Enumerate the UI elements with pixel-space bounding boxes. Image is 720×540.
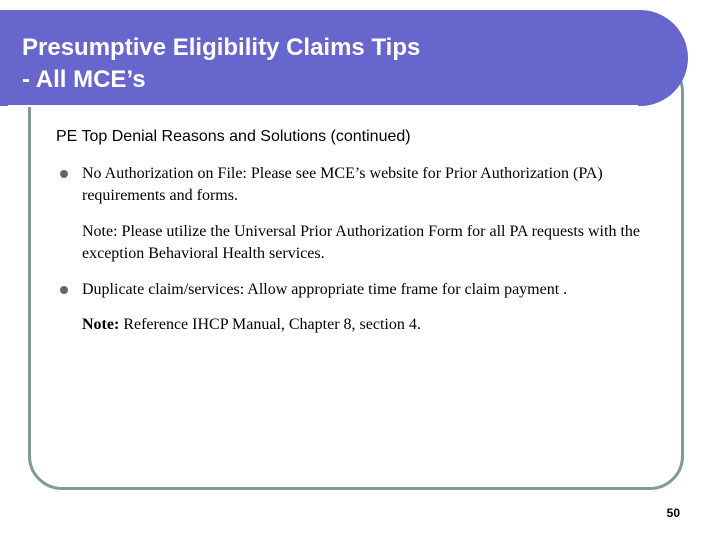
bullet-item-1: No Authorization on File: Please see MCE’s website for Prior Authorization (PA) requirements and forms. (82, 165, 603, 204)
title-line-1: Presumptive Eligibility Claims Tips (22, 34, 421, 61)
bullet-item-2: Duplicate claim/services: Allow appropriate time frame for claim payment . (82, 281, 568, 298)
bullet-dot-icon (60, 170, 68, 178)
page-number: 50 (666, 506, 680, 520)
slide-subtitle: PE Top Denial Reasons and Solutions (continued) (56, 128, 411, 145)
note-universal-pa-form: Note: Please utilize the Universal Prior Authorization Form for all PA requests with the exception Behavioral Health services. (82, 223, 640, 262)
note-label: Note: (82, 316, 120, 333)
content-frame (28, 58, 684, 490)
bullet-dot-icon (60, 286, 68, 294)
title-bar (0, 10, 688, 106)
title-underline (8, 105, 638, 107)
note-ihcp-manual (82, 314, 672, 336)
note-text: Reference IHCP Manual, Chapter 8, section 4. (119, 316, 421, 333)
slide-title (22, 32, 622, 96)
title-line-2: - All MCE’s (22, 66, 146, 93)
